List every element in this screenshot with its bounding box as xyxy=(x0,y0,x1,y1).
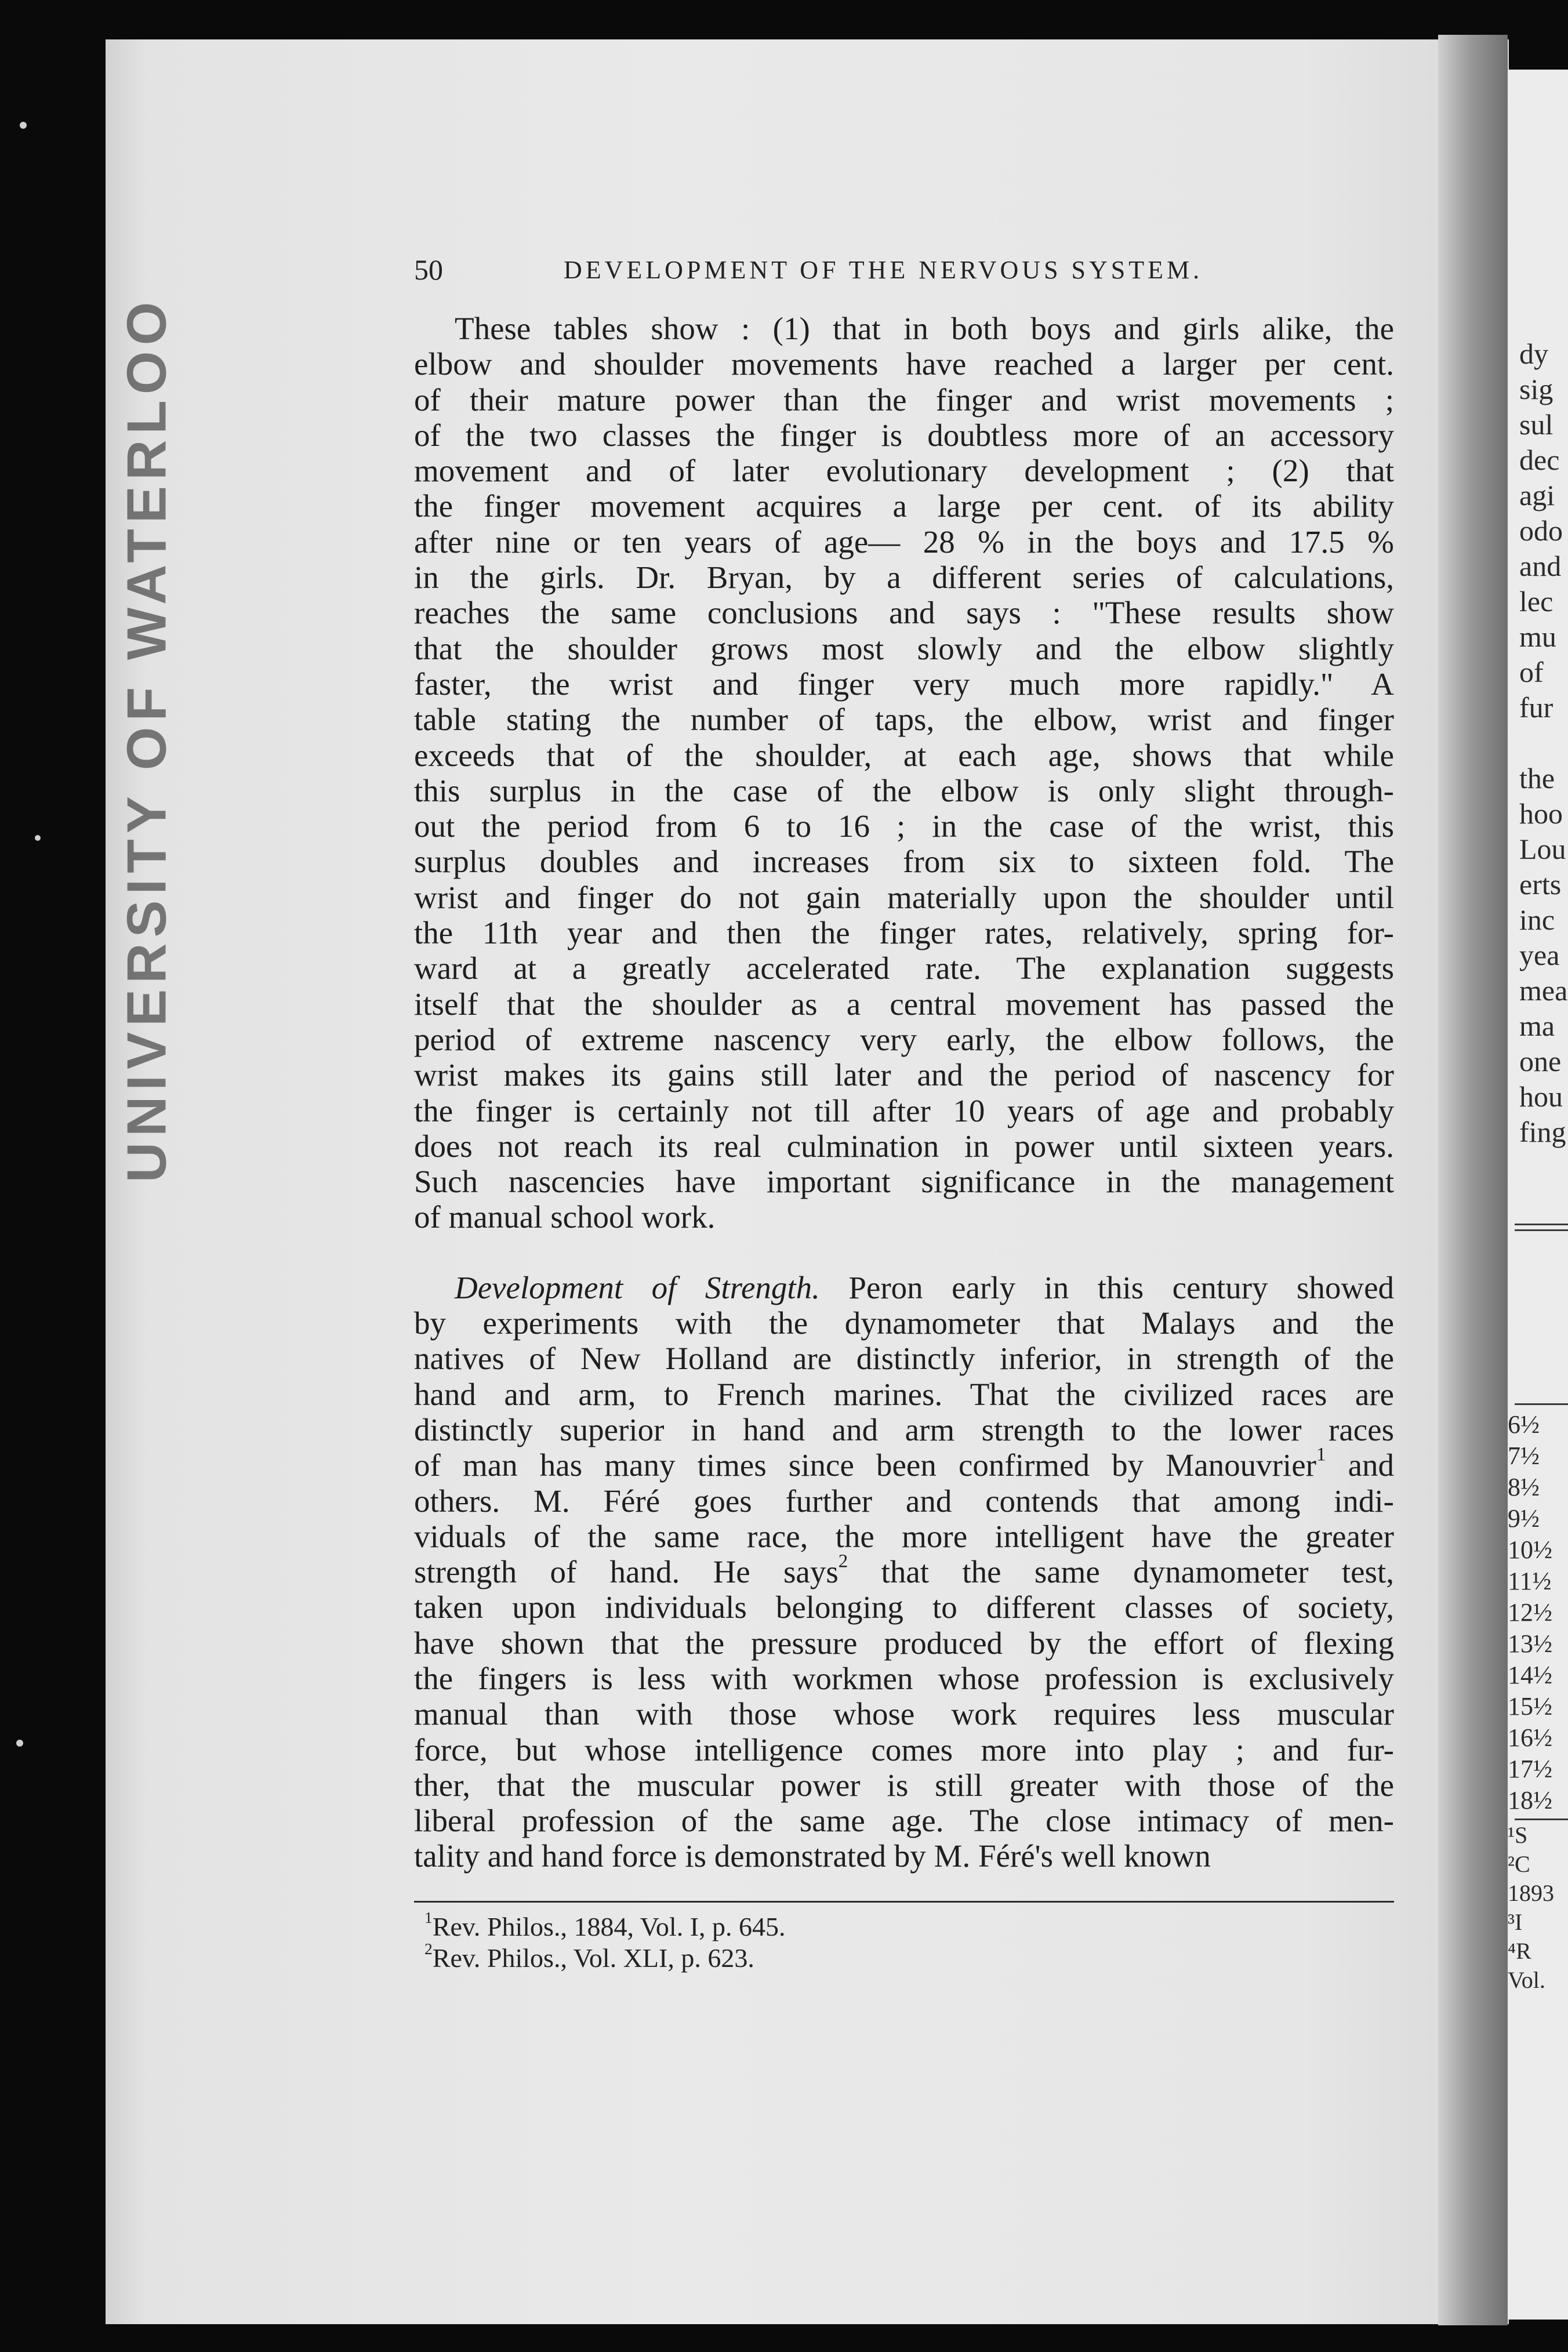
scan-speck xyxy=(20,122,27,129)
section-heading: Development of Strength. xyxy=(455,1269,820,1305)
text-fragment: and xyxy=(1326,1447,1394,1483)
text-line xyxy=(414,1447,1394,1483)
facing-table-cell: 12½ xyxy=(1508,1598,1552,1627)
running-head: DEVELOPMENT OF THE NERVOUS SYSTEM. xyxy=(564,256,1203,284)
facing-table-cell: 14½ xyxy=(1508,1661,1552,1689)
facing-page-rule xyxy=(1515,1224,1568,1225)
facing-line-fragment: of xyxy=(1519,656,1544,688)
facing-line-fragment xyxy=(1519,725,1568,761)
facing-line-fragment: dy xyxy=(1519,337,1548,370)
text-fragment: strength of hand. He says xyxy=(414,1554,839,1590)
facing-table-cell: 7½ xyxy=(1508,1442,1540,1470)
facing-table-cell: 6½ xyxy=(1508,1410,1540,1439)
text-line: of their mature power than the finger and wrist movements ; xyxy=(414,382,1394,418)
text-line: tality and hand force is demonstrated by M. Féré's well known xyxy=(414,1838,1211,1874)
text-line: period of extreme nascency very early, the elbow follows, the xyxy=(414,1021,1394,1057)
facing-table-cell: 11½ xyxy=(1508,1567,1552,1595)
facing-line-fragment: fur xyxy=(1519,691,1554,724)
text-line: after nine or ten years of age— 28 % in the boys and 17.5 % xyxy=(414,524,1394,560)
page-body xyxy=(414,311,1394,1874)
text-line: exceeds that of the shoulder, at each age, shows that while xyxy=(414,737,1394,773)
text-line: viduals of the same race, the more intelligent have the greater xyxy=(414,1518,1394,1554)
facing-table-cell: 15½ xyxy=(1508,1692,1552,1721)
facing-line-fragment: yea xyxy=(1519,939,1560,971)
text-line: faster, the wrist and finger very much more rapidly." A xyxy=(414,666,1394,702)
facing-line-fragment: and xyxy=(1519,550,1562,582)
text-fragment: of man has many times since been confirmed by Manouvrier xyxy=(414,1447,1316,1483)
facing-line-fragment: agi xyxy=(1519,479,1555,511)
text-line: liberal profession of the same age. The close intimacy of men- xyxy=(414,1803,1394,1839)
text-line: wrist makes its gains still later and the period of nascency for xyxy=(414,1057,1394,1093)
footnote-ref: 1 xyxy=(1316,1447,1326,1465)
facing-table-cell: 18½ xyxy=(1508,1786,1552,1814)
text-line: natives of New Holland are distinctly inferior, in strength of the xyxy=(414,1341,1394,1377)
text-line: others. M. Féré goes further and contends that among indi- xyxy=(414,1483,1394,1519)
facing-footnote-fragment: ¹S xyxy=(1508,1822,1528,1848)
facing-line-fragment: erts xyxy=(1519,868,1562,901)
footnote-text: Rev. Philos., 1884, Vol. I, p. 645. xyxy=(432,1912,786,1941)
text-line: force, but whose intelligence comes more into play ; and fur- xyxy=(414,1732,1394,1767)
facing-page-rule xyxy=(1515,1229,1568,1231)
text-line: reaches the same conclusions and says : "These results show xyxy=(414,595,1394,631)
scan-speck xyxy=(16,1740,23,1747)
text-line: elbow and shoulder movements have reached a larger per cent. xyxy=(414,346,1394,382)
facing-line-fragment: hou xyxy=(1519,1080,1563,1113)
text-line: the fingers is less with workmen whose profession is exclusively xyxy=(414,1660,1394,1696)
text-line: of manual school work. xyxy=(414,1199,716,1235)
facing-table-cell: 17½ xyxy=(1508,1755,1552,1783)
facing-table-cell: 8½ xyxy=(1508,1473,1540,1501)
library-stamp-text: UNIVERSITY OF WATERLOO xyxy=(115,296,178,1183)
facing-line-fragment: hoo xyxy=(1519,797,1563,830)
text-line xyxy=(414,1270,1394,1305)
footnote-2 xyxy=(424,1939,1352,1974)
text-line: Such nascencies have important significance in the management xyxy=(414,1164,1394,1200)
text-line: in the girls. Dr. Bryan, by a different series of calculations, xyxy=(414,560,1394,596)
paragraph-gap xyxy=(414,1235,1394,1270)
text-line: itself that the shoulder as a central movement has passed the xyxy=(414,986,1394,1022)
facing-page-text xyxy=(1519,336,1568,1150)
text-fragment: that the same dynamometer test, xyxy=(848,1554,1394,1590)
facing-line-fragment: mea xyxy=(1519,974,1568,1007)
text-line: that the shoulder grows most slowly and the elbow slightly xyxy=(414,630,1394,666)
text-line: movement and of later evolutionary development ; (2) that xyxy=(414,453,1394,489)
facing-line-fragment: Lou xyxy=(1519,833,1566,865)
facing-line-fragment: sig xyxy=(1519,373,1554,405)
text-line xyxy=(414,1554,1394,1589)
footnote-1 xyxy=(424,1908,1352,1943)
facing-footnote-fragment: 1893 xyxy=(1508,1880,1554,1906)
text-line: out the period from 6 to 16 ; in the case of the wrist, this xyxy=(414,808,1394,844)
footnote-mark: 1 xyxy=(424,1908,433,1926)
facing-table-cell: 10½ xyxy=(1508,1536,1552,1564)
footnote-text: Rev. Philos., Vol. XLI, p. 623. xyxy=(432,1943,754,1973)
text-line: by experiments with the dynamometer that Malays and the xyxy=(414,1305,1394,1341)
facing-line-fragment: inc xyxy=(1519,903,1555,936)
facing-table-cell: 16½ xyxy=(1508,1723,1552,1752)
facing-footnote-fragment: ²C xyxy=(1508,1851,1530,1877)
text-line: hand and arm, to French marines. That the civilized races are xyxy=(414,1376,1394,1412)
facing-page-table xyxy=(1508,1409,1568,1816)
text-line: of the two classes the finger is doubtless more of an accessory xyxy=(414,417,1394,453)
scan-speck xyxy=(35,835,41,841)
facing-page-rule xyxy=(1515,1819,1568,1820)
text-line: have shown that the pressure produced by the effort of flexing xyxy=(414,1625,1394,1661)
text-line: the 11th year and then the finger rates, relatively, spring for- xyxy=(414,915,1394,951)
library-stamp xyxy=(115,203,178,1276)
text-line: ther, that the muscular power is still greater with those of the xyxy=(414,1767,1394,1803)
footnote-mark: 2 xyxy=(424,1939,433,1958)
book-gutter xyxy=(1438,35,1508,2325)
text-line: taken upon individuals belonging to different classes of society, xyxy=(414,1589,1394,1625)
facing-line-fragment: ma xyxy=(1519,1010,1555,1042)
text-line: the finger movement acquires a large per cent. of its ability xyxy=(414,488,1394,524)
facing-line-fragment: lec xyxy=(1519,585,1554,618)
facing-line-fragment: dec xyxy=(1519,444,1560,476)
text-line: ward at a greatly accelerated rate. The explanation suggests xyxy=(414,950,1394,986)
text-line: surplus doubles and increases from six to sixteen fold. The xyxy=(414,844,1394,880)
facing-page-footnotes xyxy=(1508,1821,1568,1995)
facing-table-cell: 13½ xyxy=(1508,1629,1552,1658)
text-line: These tables show : (1) that in both boys and girls alike, the xyxy=(455,311,1394,346)
page-header xyxy=(414,253,1394,288)
text-line: this surplus in the case of the elbow is only slight through- xyxy=(414,772,1394,808)
facing-line-fragment: odo xyxy=(1519,514,1563,547)
facing-line-fragment: the xyxy=(1519,762,1555,794)
facing-footnote-fragment: ³I xyxy=(1508,1909,1523,1935)
text-line: table stating the number of taps, the elbow, wrist and finger xyxy=(414,702,1394,738)
paragraph-2 xyxy=(414,1270,1394,1874)
facing-line-fragment: one xyxy=(1519,1045,1562,1077)
text-line: wrist and finger do not gain materially upon the shoulder until xyxy=(414,879,1394,915)
text-line: manual than with those whose work requires less muscular xyxy=(414,1696,1394,1732)
text-fragment: Peron early in this century showed xyxy=(848,1269,1394,1305)
text-line: the finger is certainly not till after 10 years of age and probably xyxy=(414,1092,1394,1128)
footnote-rule xyxy=(414,1901,1394,1903)
text-line: does not reach its real culmination in power until sixteen years. xyxy=(414,1128,1394,1164)
footnotes xyxy=(424,1908,1352,1974)
facing-table-cell: 9½ xyxy=(1508,1504,1540,1533)
facing-line-fragment: mu xyxy=(1519,620,1556,653)
facing-footnote-fragment: ⁴R xyxy=(1508,1938,1531,1964)
page-number: 50 xyxy=(414,253,443,286)
facing-line-fragment: sul xyxy=(1519,408,1554,441)
facing-line-fragment: fing xyxy=(1519,1116,1566,1148)
paragraph-1 xyxy=(414,311,1394,1235)
text-line: distinctly superior in hand and arm strength to the lower races xyxy=(414,1411,1394,1447)
facing-footnote-fragment: Vol. xyxy=(1508,1967,1545,1993)
footnote-ref: 2 xyxy=(838,1554,848,1572)
facing-page-rule xyxy=(1515,1403,1568,1405)
